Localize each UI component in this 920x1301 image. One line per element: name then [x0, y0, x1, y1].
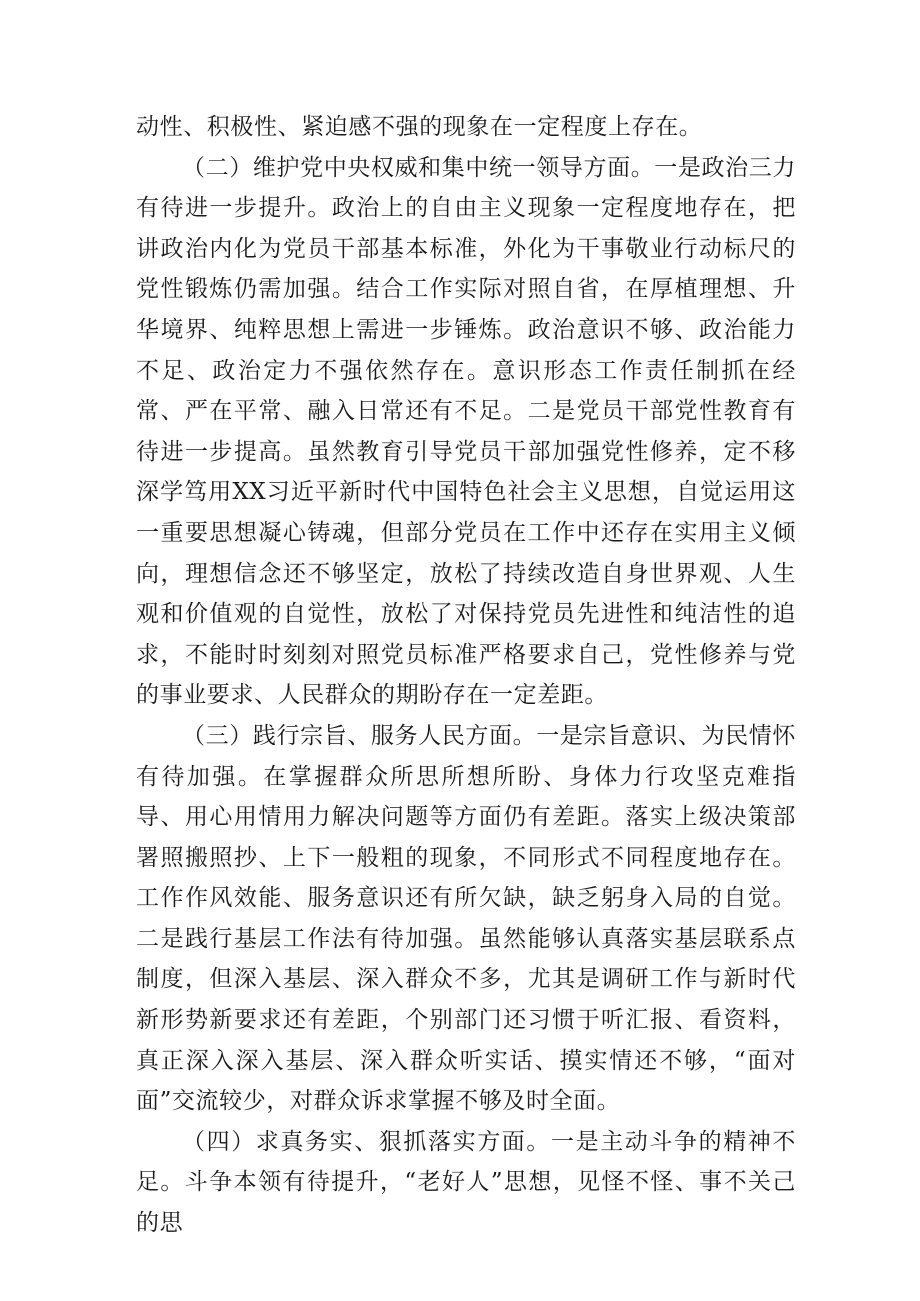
- paragraph-section-2: （二）维护党中央权威和集中统一领导方面。一是政治三力有待进一步提升。政治上的自由主义现象一定程度地存在，把讲政治内化为党员干部基本标准，外化为干事敬业行动标尺的党性锻炼仍需加强。结合工作实际对照自省，在厚植理想、升华境界、纯粹思想上需进一步锤炼。政治意识不够、政治能力不足、政治定力不强依然存在。意识形态工作责任制抓在经常、严在平常、融入日常还有不足。二是党员干部党性教育有待进一步提高。虽然教育引导党员干部加强党性修养，定不移深学笃用XX习近平新时代中国特色社会主义思想，自觉运用这一重要思想凝心铸魂，但部分党员在工作中还存在实用主义倾向，理想信念还不够坚定，放松了持续改造自身世界观、人生观和价值观的自觉性，放松了对保持党员先进性和纯洁性的追求，不能时时刻刻对照党员标准严格要求自己，党性修养与党的事业要求、人民群众的期盼存在一定差距。: [136, 154, 796, 709]
- paragraph-section-4: （四）求真务实、狠抓落实方面。一是主动斗争的精神不足。斗争本领有待提升，“老好人”思想，见怪不怪、事不关己的思: [136, 1128, 796, 1237]
- paragraph-section-3: （三）践行宗旨、服务人民方面。一是宗旨意识、为民情怀有待加强。在掌握群众所思所想所盼、身体力行攻坚克难指导、用心用情用力解决问题等方面仍有差距。落实上级决策部署照搬照抄、上下一般粗的现象，不同形式不同程度地存在。工作作风效能、服务意识还有所欠缺，缺乏躬身入局的自觉。二是践行基层工作法有待加强。虽然能够认真落实基层联系点制度，但深入基层、深入群众不多，尤其是调研工作与新时代新形势新要求还有差距，个别部门还习惯于听汇报、看资料，真正深入深入基层、深入群众听实话、摸实情还不够，“面对面”交流较少，对群众诉求掌握不够及时全面。: [136, 722, 796, 1115]
- paragraph-continuation: 动性、积极性、紧迫感不强的现象在一定程度上存在。: [136, 114, 703, 140]
- document-page: [136, 107, 796, 1244]
